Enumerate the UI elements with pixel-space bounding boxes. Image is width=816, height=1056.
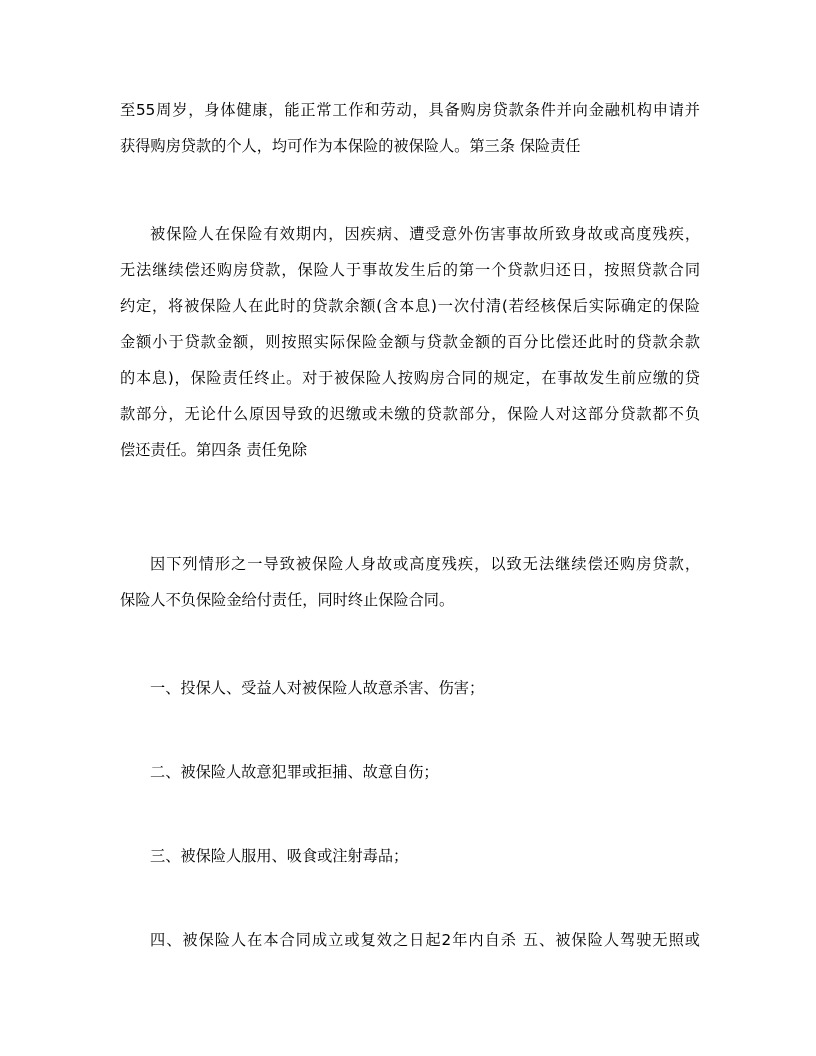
text-line: 无法继续偿还购房贷款，保险人于事故发生后的第一个贷款归还日，按照贷款合同	[120, 261, 700, 279]
paragraph-exclusions-intro	[120, 546, 700, 618]
exclusion-item-3	[120, 838, 700, 874]
text-line: 二、被保险人故意犯罪或拒捕、故意自伤；	[150, 763, 439, 781]
text-line: 获得购房贷款的个人，均可作为本保险的被保险人。第三条 保险责任	[120, 137, 581, 155]
paragraph-insurance-liability	[120, 216, 700, 468]
text-line: 三、被保险人服用、吸食或注射毒品；	[150, 847, 409, 865]
exclusion-item-1	[120, 670, 700, 706]
text-line: 约定，将被保险人在此时的贷款余额(含本息)一次付清(若经核保后实际确定的保险	[120, 297, 700, 315]
text-line: 的本息)，保险责任终止。对于被保险人按购房合同的规定，在事故发生前应缴的贷	[120, 369, 700, 387]
text-line: 至55周岁，身体健康，能正常工作和劳动，具备购房贷款条件并向金融机构申请并	[120, 101, 700, 119]
text-line: 款部分，无论什么原因导致的迟缴或未缴的贷款部分，保险人对这部分贷款都不负	[120, 405, 700, 423]
paragraph-eligibility	[120, 92, 700, 164]
exclusion-item-2	[120, 754, 700, 790]
text-line: 保险人不负保险金给付责任，同时终止保险合同。	[120, 591, 455, 609]
exclusion-item-4	[120, 922, 700, 958]
text-line: 因下列情形之一导致被保险人身故或高度残疾，以致无法继续偿还购房贷款，	[150, 555, 700, 573]
text-line: 被保险人在保险有效期内，因疾病、遭受意外伤害事故所致身故或高度残疾，	[150, 225, 700, 243]
text-line: 金额小于贷款金额，则按照实际保险金额与贷款金额的百分比偿还此时的贷款余款	[120, 333, 700, 351]
text-line: 偿还责任。第四条 责任免除	[120, 441, 308, 459]
text-line: 一、投保人、受益人对被保险人故意杀害、伤害；	[150, 679, 485, 697]
text-line: 四、被保险人在本合同成立或复效之日起2年内自杀 五、被保险人驾驶无照或	[150, 931, 700, 949]
